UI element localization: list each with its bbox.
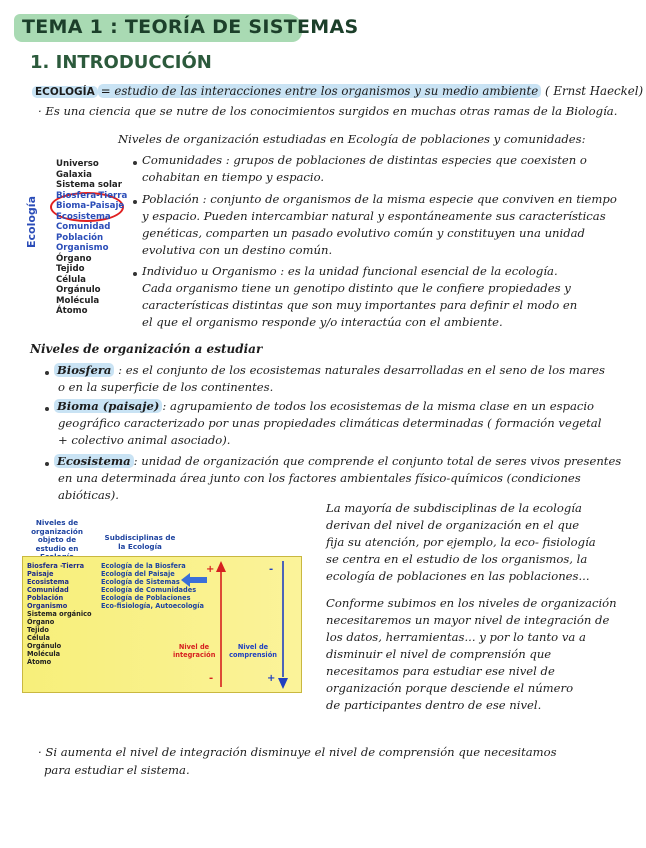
right-para1-2: derivan del nivel de organización en el que bbox=[326, 518, 580, 532]
biosfera-line-2: o en la superficie de los continentes. bbox=[58, 380, 274, 394]
level-atomo: Átomo bbox=[56, 306, 88, 316]
bioma-line-2: geográfico caracterizado por unas propiedades climáticas determinadas ( formación vegetal bbox=[58, 416, 602, 430]
def-poblacion-4: evolutiva con un destino común. bbox=[142, 243, 333, 257]
figure-col2-title: Subdisciplinas de la Ecología bbox=[104, 533, 176, 551]
bullet bbox=[133, 272, 137, 276]
fig-level-ecosistema: Ecosistema bbox=[27, 578, 69, 586]
fig-level-comunidad: Comunidad bbox=[27, 586, 69, 594]
integration-arrow-icon bbox=[215, 561, 227, 689]
def-individuo-4: el que el organismo responde y/o interactúa con el ambiente. bbox=[142, 315, 503, 329]
fig-sub-comunidades: Ecología de Comunidades bbox=[101, 586, 197, 594]
fig-level-tejido: Tejido bbox=[27, 626, 49, 634]
fig-level-celula: Célula bbox=[27, 634, 50, 642]
level-comunidad: Comunidad bbox=[56, 222, 111, 232]
figure-col1-title: Niveles de organización objeto de estudio en bbox=[31, 518, 83, 553]
fig-level-atomo: Átomo bbox=[27, 658, 52, 666]
def-comunidades-1: Comunidades : grupos de poblaciones de distintas especies que coexisten o bbox=[142, 153, 587, 167]
ecology-term: ECOLOGÍA bbox=[32, 86, 98, 98]
biosfera-term: Biosfera bbox=[54, 363, 114, 377]
integration-label: Nivel de integración bbox=[173, 643, 216, 660]
def-individuo-1: Individuo u Organismo : es la unidad funcional esencial de la ecología. bbox=[142, 264, 558, 278]
bullet bbox=[133, 161, 137, 165]
level-bioma: Bioma-Paisaje bbox=[56, 201, 125, 211]
comprehension-arrow-icon bbox=[277, 561, 289, 689]
right-para2-4: disminuir el nivel de comprensión que bbox=[326, 647, 552, 661]
fig-sub-biosfera: Ecología de la Biosfera bbox=[101, 562, 186, 570]
ecosistema-line-1: Ecosistema : unidad de organización que comprende el conjunto total de seres vivos presentes bbox=[54, 454, 621, 468]
integration-plus: + bbox=[206, 564, 215, 575]
fig-level-organulo: Orgánulo bbox=[27, 642, 62, 650]
right-para1-4: se centra en el estudio de los organismos, la bbox=[326, 552, 588, 566]
biosfera-line-1: Biosfera : es el conjunto de los ecosistemas naturales desarrolladas en el seno de los mares bbox=[54, 363, 605, 377]
right-para1-1: La mayoría de subdisciplinas de la ecología bbox=[326, 501, 582, 515]
def-poblacion-3: genéticas, comparten un pasado evolutivo común y constituyen una unidad bbox=[142, 226, 585, 240]
right-para2-6: organización porque desciende el número bbox=[326, 681, 574, 695]
comprehension-label: Nivel de comprensión bbox=[229, 643, 277, 660]
fig-level-biosfera: Biosfera -Tierra bbox=[27, 562, 85, 570]
bullet bbox=[45, 371, 49, 375]
fig-sub-paisaje: Ecología del Paisaje bbox=[101, 570, 175, 578]
conclusion-1: · Si aumenta el nivel de integración disminuye el nivel de comprensión que necesitamos bbox=[38, 745, 557, 759]
def-comunidades-2: cohabitan en tiempo y espacio. bbox=[142, 170, 325, 184]
page-title: TEMA 1 : TEORÍA DE SISTEMAS bbox=[22, 16, 359, 38]
ecology-definition-text: = estudio de las interacciones entre los organismos y su medio ambiente bbox=[98, 84, 542, 98]
level-celula: Célula bbox=[56, 274, 86, 285]
def-individuo-2: Cada organismo tiene un genotipo distinto que le confiere propiedades y bbox=[142, 281, 571, 295]
figure-box bbox=[22, 556, 302, 693]
ecology-definition bbox=[32, 84, 643, 98]
bioma-line-1: Bioma (paisaje) : agrupamiento de todos los ecosistemas de la misma clase en un espacio bbox=[54, 399, 594, 413]
right-para2-2: necesitaremos un mayor nivel de integración de bbox=[326, 613, 610, 627]
ecosistema-term: Ecosistema bbox=[54, 454, 134, 468]
right-para1-5: ecología de poblaciones en las poblaciones... bbox=[326, 569, 590, 583]
conclusion-2: para estudiar el sistema. bbox=[44, 763, 190, 777]
bioma-term: Bioma (paisaje) bbox=[54, 399, 162, 413]
study-levels-heading: Niveles de organización a estudiar bbox=[30, 342, 263, 356]
fig-level-poblacion: Población bbox=[27, 594, 64, 602]
ecosistema-line-3: abióticas). bbox=[58, 488, 119, 502]
level-poblacion: Población bbox=[56, 232, 104, 243]
right-para2-3: los datos, herramientas... y por lo tanto va a bbox=[326, 630, 586, 644]
right-para1-3: fija su atención, por ejemplo, la eco- fisiología bbox=[326, 535, 596, 549]
bullet bbox=[45, 462, 49, 466]
level-organo: Órgano bbox=[56, 253, 92, 264]
levels-title: Niveles de organización estudiadas en Ecología de poblaciones y comunidades: bbox=[118, 132, 586, 146]
fig-level-sistema-organico: Sistema orgánico bbox=[27, 610, 92, 618]
def-poblacion-2: y espacio. Pueden intercambiar natural y espontáneamente sus características bbox=[142, 209, 606, 223]
right-para2-1: Conforme subimos en los niveles de organización bbox=[326, 596, 617, 610]
fig-sub-sistemas: Ecología de Sistemas bbox=[101, 578, 180, 586]
level-sistema-solar: Sistema solar bbox=[56, 180, 122, 190]
level-biosfera: Biosfera-Tierra bbox=[56, 190, 128, 201]
level-molecula: Molécula bbox=[56, 295, 100, 306]
level-tejido: Tejido bbox=[56, 264, 85, 274]
ecology-author: ( Ernst Haeckel) bbox=[545, 84, 644, 98]
fig-level-paisaje: Paisaje bbox=[27, 570, 54, 578]
fig-sub-poblaciones: Ecología de Poblaciones bbox=[101, 594, 191, 602]
arrow-left-icon bbox=[181, 573, 207, 587]
level-universo: Universo bbox=[56, 159, 99, 169]
bioma-line-3: + colectivo animal asociado). bbox=[58, 433, 231, 447]
level-organulo: Orgánulo bbox=[56, 285, 101, 295]
intro-heading: 1. INTRODUCCIÓN bbox=[30, 52, 212, 73]
fig-level-molecula: Molécula bbox=[27, 650, 61, 658]
ecology-note: · Es una ciencia que se nutre de los conocimientos surgidos en muchas otras ramas de la Biología. bbox=[38, 104, 618, 118]
level-ecosistema: Ecosistema bbox=[56, 211, 111, 222]
ecologia-vertical-label: Ecología bbox=[25, 196, 38, 248]
fig-level-organismo: Organismo bbox=[27, 602, 68, 610]
level-galaxia: Galaxia bbox=[56, 169, 92, 180]
def-individuo-3: características distintas que son muy importantes para definir el modo en bbox=[142, 298, 578, 312]
right-para2-7: de participantes dentro de ese nivel. bbox=[326, 698, 542, 712]
ecosistema-line-2: en una determinada área junto con los factores ambientales físico-químicos (condiciones bbox=[58, 471, 581, 485]
def-poblacion-1: Población : conjunto de organismos de la misma especie que conviven en tiempo bbox=[142, 192, 617, 206]
level-organismo: Organismo bbox=[56, 243, 109, 253]
bullet bbox=[45, 407, 49, 411]
comprehension-plus: + bbox=[267, 673, 276, 684]
fig-level-organo: Órgano bbox=[27, 618, 55, 626]
comprehension-minus: - bbox=[269, 564, 274, 575]
integration-minus: - bbox=[209, 673, 214, 684]
fig-sub-ecofisiologia: Eco-fisiología, Autoecología bbox=[101, 602, 204, 610]
bullet bbox=[133, 200, 137, 204]
right-para2-5: necesitamos para estudiar ese nivel de bbox=[326, 664, 555, 678]
